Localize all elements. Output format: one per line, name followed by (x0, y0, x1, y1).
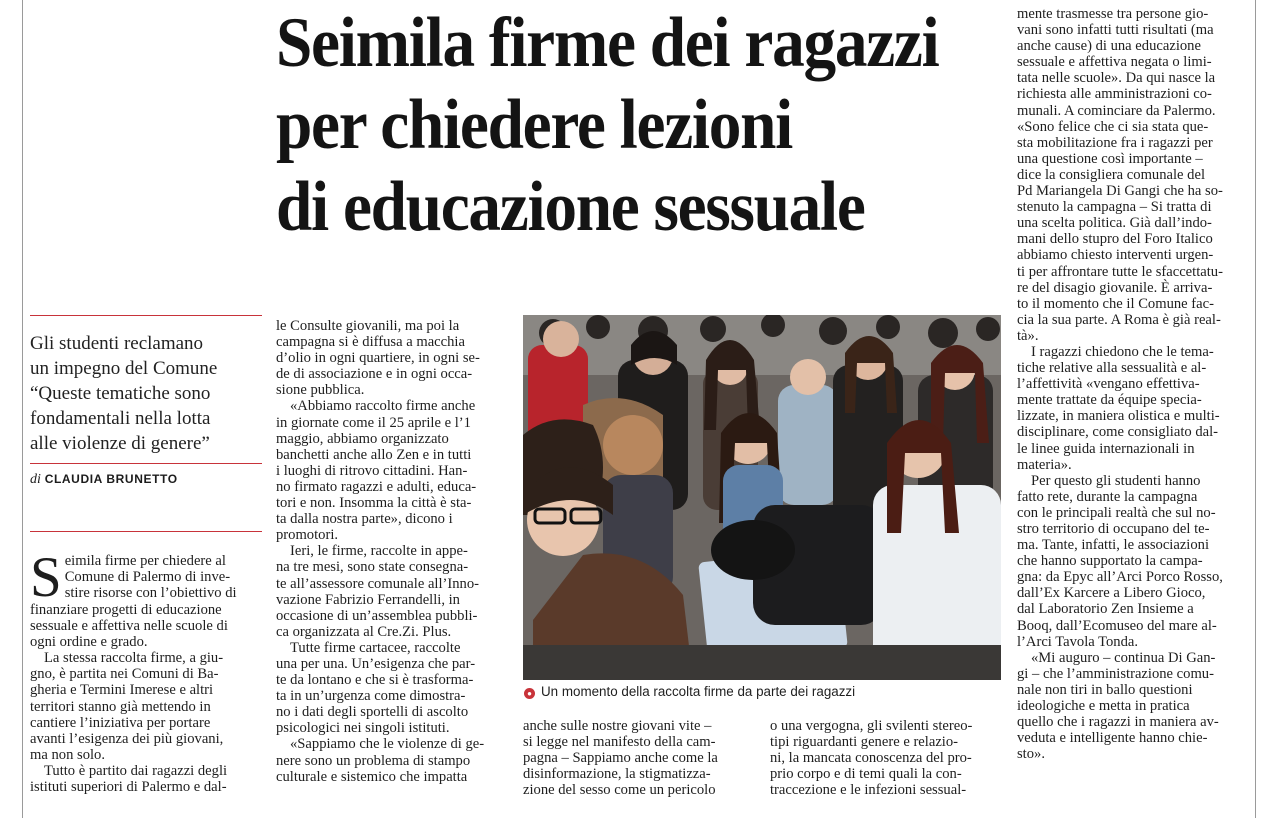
text-line: ni, la mancata conoscenza del pro- (770, 750, 972, 767)
text-line: l’Arci Tavola Tonda. (1017, 633, 1139, 650)
text-line: anche sulle nostre giovani vite – (523, 718, 712, 734)
text-line: occasione di un’assemblea pubbli- (276, 607, 478, 624)
text-line: gno, è partita nei Comuni di Ba- (30, 666, 219, 683)
text-line: stenuto la campagna – Si tratta di (1017, 199, 1212, 216)
text-line: sta mobilitazione fra i ragazzi per (1017, 134, 1213, 151)
text-line: «Sappiamo che le violenze di ge- (290, 736, 485, 753)
text-line: l’affettività «vengano effettiva- (1017, 376, 1200, 393)
text-line: Ieri, le firme, raccolte in appe- (290, 543, 468, 560)
text-line: gna: da Epyc all’Arci Porco Rosso, (1017, 569, 1223, 586)
text-line: cia la sua parte. A Roma è già real- (1017, 311, 1221, 328)
text-line: gi – che l’amministrazione comu- (1017, 665, 1214, 682)
text-line: zione del sesso come un pericolo (523, 782, 716, 799)
photo-caption (524, 684, 1004, 699)
text-line: tà». (1017, 327, 1039, 344)
article-column-2 (276, 318, 508, 785)
text-line: richiesta alle amministrazioni co- (1017, 86, 1212, 103)
text-line: istituti superiori di Palermo e dal- (30, 779, 227, 796)
text-line: disinformazione, la stigmatizza- (523, 766, 711, 783)
text-line: o una vergogna, gli svilenti stereo- (770, 718, 973, 734)
text-line: re del disagio giovanile. È arriva- (1017, 279, 1213, 296)
text-line: una per una. Un’esigenza che par- (276, 655, 476, 672)
text-line: eimila firme per chiedere al (64, 553, 226, 569)
text-line: si legge nel manifesto della cam- (523, 734, 716, 751)
text-line: «Sono felice che ci sia stata que- (1017, 118, 1209, 135)
text-line: le linee guida internazionali in (1017, 440, 1195, 457)
text-line: Tutte firme cartacee, raccolte (290, 639, 461, 656)
text-line: vazione Fabrizio Ferrandelli, in (276, 591, 460, 608)
text-line: te da lontano e che si è trasforma- (276, 672, 474, 689)
text-line: le Consulte giovanili, ma poi la (276, 318, 460, 334)
text-line: materia». (1017, 456, 1072, 473)
text-line: «Mi auguro – continua Di Gan- (1031, 649, 1216, 666)
text-line: culturale e sistemico che impatta (276, 768, 468, 785)
text-line: banchetti anche allo Zen e in tutti (276, 446, 472, 463)
text-line: dice la consigliera comunale del (1017, 166, 1206, 183)
text-line: pagna – Sappiamo anche come la (523, 750, 718, 767)
headline-line: per chiedere lezioni (276, 86, 793, 164)
text-line: stro territorio di occupano del te- (1017, 521, 1210, 537)
lead-paragraph (30, 546, 264, 651)
deck-bottom-rule (30, 463, 262, 464)
text-line: to il momento che il Comune fac- (1017, 295, 1214, 312)
text-line: fatto rete, durante la campagna (1017, 488, 1198, 505)
text-line: de di associazione e in ogni occa- (276, 366, 473, 383)
text-line: ca organizzata al Cre.Zi. Plus. (276, 623, 452, 640)
text-line: Comune di Palermo di inve- (64, 569, 231, 586)
text-line: Tutto è partito dai ragazzi degli (44, 762, 228, 779)
text-line: sto». (1017, 746, 1045, 763)
text-line: ta in un’urgenza come dimostra- (276, 688, 466, 705)
text-line: territori stanno già mettendo in (30, 698, 211, 715)
text-line: ma. Tante, infatti, le associazioni (1017, 537, 1210, 554)
text-line: prio corpo e di temi quali la con- (770, 766, 962, 783)
text-line: Booq, dall’Ecomuseo del mare al- (1017, 617, 1217, 634)
text-line: i luoghi di ritrovo cittadini. Han- (276, 462, 468, 479)
deck-line: un impegno del Comune (30, 358, 218, 379)
text-line: nere sono un problema di stampo (276, 752, 471, 769)
drop-cap: S (30, 546, 62, 609)
text-line: «Abbiamo raccolto firme anche (290, 398, 476, 415)
text-line: d’olio in ogni quartiere, in ogni se- (276, 350, 480, 367)
text-line: maggio, abbiamo organizzato (276, 430, 449, 447)
text-line: tori e non. Insomma la città è sta- (276, 495, 472, 512)
byline-bottom-rule (30, 531, 262, 532)
text-line: abbiamo chiesto interventi urgen- (1017, 247, 1214, 264)
deck-line: alle violenze di genere” (30, 433, 210, 454)
text-line: sessuale e affettiva negata o limi- (1017, 54, 1212, 71)
text-line: quello che i ragazzi in maniera av- (1017, 714, 1219, 731)
article-headline (276, 2, 957, 248)
photo-caption-text: Un momento della raccolta firme da parte dei ragazzi (541, 684, 856, 699)
text-line: veduta e intelligente hanno chie- (1017, 730, 1208, 747)
text-line: ideologiche e metta in pratica (1017, 698, 1190, 715)
text-line: vani sono infatti tutti risultati (ma (1017, 22, 1214, 39)
article-column-3b (770, 718, 1002, 798)
page-left-rule (22, 0, 23, 818)
text-line: con le principali realtà che sul no- (1017, 504, 1216, 521)
text-line: campagna si è diffusa a macchia (276, 334, 465, 351)
text-line: mente trattate da équipe specia- (1017, 392, 1202, 409)
text-line: nale non tiri in ballo questioni (1017, 681, 1193, 698)
text-line: te all’assessore comunale all’Inno- (276, 575, 480, 592)
text-line: ti per affrontare tutte le sfaccettatu- (1017, 263, 1223, 280)
text-line: dal Laboratorio Zen Insieme a (1017, 601, 1194, 618)
article-column-3 (523, 718, 755, 798)
text-line: mente trasmesse tra persone gio- (1017, 6, 1209, 22)
page-right-rule (1255, 0, 1256, 818)
text-line: che hanno supportato la campa- (1017, 553, 1203, 570)
text-line: tipi riguardanti genere e relazio- (770, 734, 959, 751)
text-line: Per questo gli studenti hanno (1031, 472, 1201, 489)
text-line: traccezione e le infezioni sessual- (770, 782, 967, 799)
text-line: tiche relative alla sessualità e al- (1017, 360, 1207, 377)
text-line: finanziare progetti di educazione (30, 602, 222, 618)
text-line: mani dello stupro del Foro Italico (1017, 231, 1213, 248)
students-photo-illustration (523, 315, 1001, 680)
deck-line: fondamentali nella lotta (30, 408, 211, 429)
text-line: una scelta politica. Già dall’indo- (1017, 215, 1212, 232)
deck-line: “Queste tematiche sono (30, 383, 211, 404)
text-line: no firmato ragazzi e adulti, educa- (276, 478, 477, 495)
headline-line: di educazione sessuale (276, 168, 865, 246)
text-line: munali. A cominciare da Palermo. (1017, 102, 1216, 119)
deck-line: Gli studenti reclamano (30, 333, 204, 354)
text-line: no i dati degli sportelli di ascolto (276, 704, 469, 721)
text-line: I ragazzi chiedono che le tema- (1031, 343, 1214, 360)
text-line: in giornate come il 25 aprile e l’1 (276, 414, 471, 431)
article-deck (30, 331, 262, 456)
text-line: lizzate, in maniera olistica e multi- (1017, 408, 1220, 425)
text-line: psicologici nei singoli istituti. (276, 720, 450, 737)
text-line: avanti l’esigenza dei più giovani, (30, 730, 224, 747)
text-line: sione pubblica. (276, 382, 365, 399)
headline-line: Seimila firme dei ragazzi (276, 4, 939, 82)
camera-icon: ● (524, 688, 535, 699)
text-line: una questione così importante – (1017, 150, 1203, 167)
text-line: ma non solo. (30, 746, 105, 763)
text-line: tata nelle scuole». Da qui nasce la (1017, 70, 1216, 87)
deck-top-rule (30, 315, 262, 316)
text-line: stire risorse con l’obiettivo di (64, 585, 237, 602)
byline-prefix: di (30, 472, 41, 487)
text-line: La stessa raccolta firme, a giu- (44, 650, 224, 667)
byline (30, 472, 178, 488)
text-line: disciplinare, come consigliato dal- (1017, 424, 1219, 441)
text-line: gheria e Termini Imerese e altri (30, 682, 214, 699)
text-line: na tre mesi, sono state consegna- (276, 559, 469, 576)
text-line: anche cause) di una educazione (1017, 38, 1201, 55)
article-column-1 (30, 546, 264, 796)
byline-author: CLAUDIA BRUNETTO (44, 472, 178, 486)
article-column-4 (1017, 6, 1251, 762)
text-line: promotori. (276, 527, 339, 544)
text-line: cantiere l’iniziativa per portare (30, 714, 211, 731)
article-photo (523, 315, 1001, 680)
text-line: dall’Ex Karcere a Libero Gioco, (1017, 585, 1206, 602)
text-line: sessuale e affettiva nelle scuole di (30, 618, 228, 635)
text-line: ogni ordine e grado. (30, 634, 148, 651)
text-line: Pd Mariangela Di Gangi che ha so- (1017, 183, 1223, 200)
text-line: ta dalla nostra parte», dicono i (276, 511, 453, 528)
